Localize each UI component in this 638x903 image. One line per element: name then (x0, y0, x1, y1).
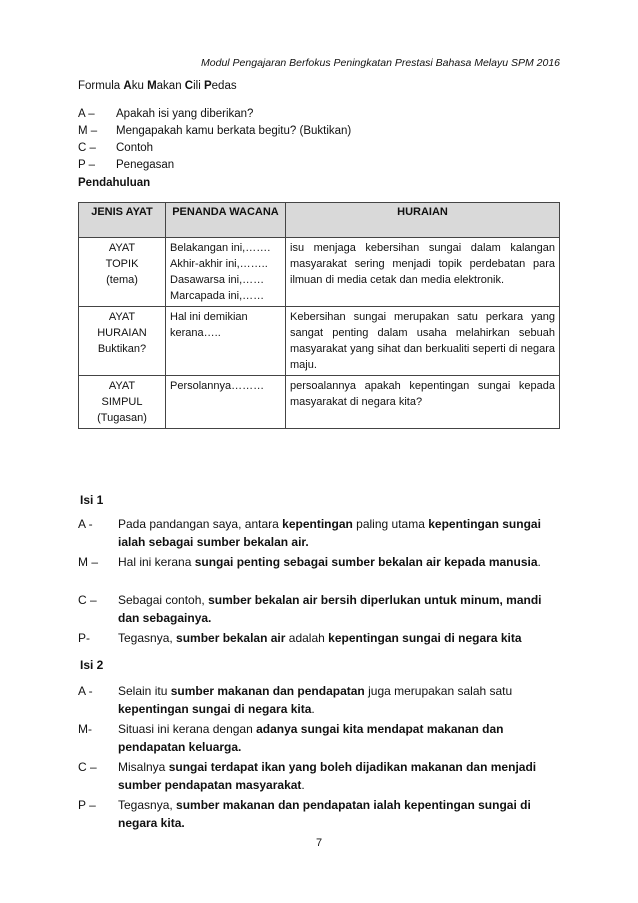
cell-jenis-ayat: AYAT SIMPUL (Tugasan) (79, 376, 166, 429)
isi-text: Tegasnya, sumber bekalan air adalah kepentingan sungai di negara kita (118, 631, 522, 645)
table-row (79, 376, 560, 429)
formula-letter: C – (78, 142, 96, 154)
isi-item (78, 592, 562, 627)
isi-text: Selain itu sumber makanan dan pendapatan juga merupakan salah satu kepentingan sungai di negara kita. (118, 684, 513, 716)
isi-letter: P- (78, 631, 90, 645)
formula-row (78, 159, 351, 176)
formula-word: Cili (184, 80, 201, 92)
isi-text: Sebagai contoh, sumber bekalan air bersih diperlukan untuk minum, mandi dan sebagainya. (118, 593, 542, 625)
isi-letter: A - (78, 517, 93, 531)
formula-row (78, 125, 351, 142)
isi-item (78, 630, 562, 648)
formula-list (78, 108, 351, 176)
section-title-pendahuluan: Pendahuluan (78, 177, 151, 189)
table-row (79, 307, 560, 376)
formula-word: Aku (123, 80, 144, 92)
isi-item (78, 759, 562, 794)
formula-letter: P – (78, 159, 96, 171)
formula-row (78, 142, 351, 159)
isi-letter: P – (78, 798, 96, 812)
cell-huraian: Kebersihan sungai merupakan satu perkara yang sangat penting dalam usaha melahirkan sebuah masyarakat yang sihat dan berkualiti seperti di negara maju. (286, 307, 560, 376)
isi-item (78, 721, 562, 756)
isi-letter: C – (78, 760, 97, 774)
cell-penanda-wacana: Hal ini demikian kerana….. (166, 307, 286, 376)
formula-prefix: Formula (78, 80, 121, 92)
isi-text: Misalnya sungai terdapat ikan yang boleh dijadikan makanan dan menjadi sumber pendapatan masyarakat. (118, 760, 537, 792)
formula-text: Penegasan (116, 159, 175, 171)
formula-word: Makan (147, 80, 182, 92)
formula-title (78, 80, 237, 92)
formula-word: Pedas (203, 80, 237, 92)
cell-huraian: isu menjaga kebersihan sungai dalam kalangan masyarakat sering menjadi topik perdebatan para ilmuan di media cetak dan media elektronik. (286, 238, 560, 307)
isi-text: Situasi ini kerana dengan adanya sungai kita mendapat makanan dan pendapatan keluarga. (118, 722, 504, 754)
isi-text: Tegasnya, sumber makanan dan pendapatan ialah kepentingan sungai di negara kita. (118, 798, 531, 830)
isi-title: Isi 2 (80, 658, 104, 672)
isi-letter: C – (78, 593, 97, 607)
formula-text: Mengapakah kamu berkata begitu? (Buktikan) (116, 125, 352, 137)
cell-huraian: persoalannya apakah kepentingan sungai kepada masyarakat di negara kita? (286, 376, 560, 429)
table-row (79, 238, 560, 307)
formula-row (78, 108, 351, 125)
isi-letter: A - (78, 684, 93, 698)
isi-letter: M – (78, 555, 99, 569)
formula-text: Contoh (116, 142, 154, 154)
isi-item (78, 683, 562, 718)
cell-penanda-wacana: Persolannya……… (166, 376, 286, 429)
header-jenis-ayat: JENIS AYAT (79, 203, 166, 238)
isi-letter: M- (78, 722, 92, 736)
header-penanda-wacana: PENANDA WACANA (166, 203, 286, 238)
isi-text: Hal ini kerana sungai penting sebagai sumber bekalan air kepada manusia. (118, 555, 541, 569)
cell-penanda-wacana: Belakangan ini,……. Akhir-akhir ini,…….. Dasawarsa ini,…… Marcapada ini,…… (166, 238, 286, 307)
isi-text: Pada pandangan saya, antara kepentingan paling utama kepentingan sungai ialah sebagai sumber bekalan air. (118, 517, 541, 549)
isi-item (78, 554, 562, 572)
cell-jenis-ayat: AYAT HURAIAN Buktikan? (79, 307, 166, 376)
page-header: Modul Pengajaran Berfokus Peningkatan Prestasi Bahasa Melayu SPM 2016 (201, 57, 560, 69)
cell-jenis-ayat: AYAT TOPIK (tema) (79, 238, 166, 307)
pendahuluan-table (78, 202, 560, 429)
isi-title: Isi 1 (80, 493, 104, 507)
page-number: 7 (315, 837, 323, 849)
formula-text: Apakah isi yang diberikan? (116, 108, 254, 120)
isi-item (78, 516, 562, 551)
header-huraian: HURAIAN (286, 203, 560, 238)
isi-item (78, 797, 562, 832)
formula-letter: A – (78, 108, 95, 120)
formula-letter: M – (78, 125, 98, 137)
